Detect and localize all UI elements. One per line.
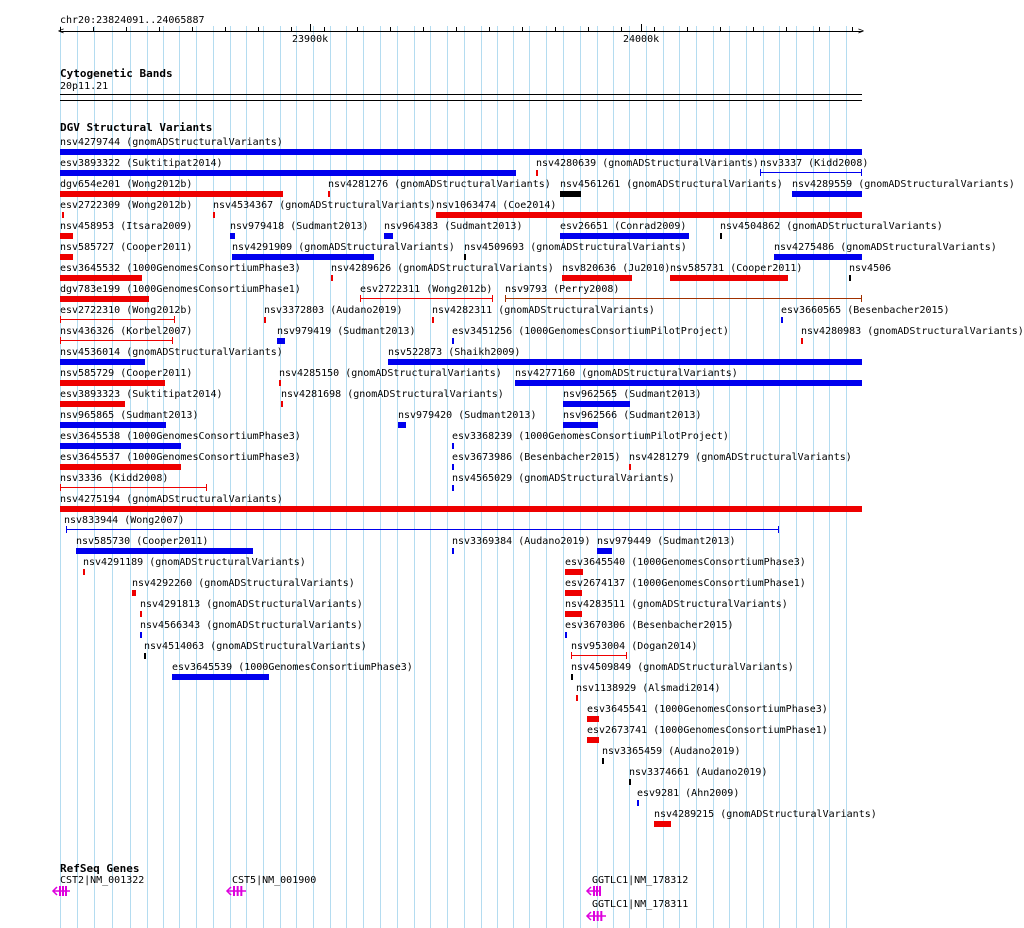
variant-feature[interactable]	[629, 779, 631, 785]
variant-feature[interactable]	[230, 233, 235, 239]
ruler-major-label: 23900k	[292, 34, 329, 45]
gene-exon	[593, 886, 595, 896]
grid-line	[230, 26, 231, 928]
variant-feature[interactable]	[571, 674, 573, 680]
variant-feature[interactable]	[565, 632, 567, 638]
variant-feature[interactable]	[279, 380, 281, 386]
coordinate-ruler[interactable]	[0, 0, 890, 45]
variant-feature[interactable]	[277, 338, 285, 344]
grid-line	[430, 26, 431, 928]
variant-label: nsv953004 (Dogan2014)	[571, 641, 698, 652]
variant-feature[interactable]	[560, 191, 581, 197]
grid-line	[380, 26, 381, 928]
variant-label: esv3645541 (1000GenomesConsortiumPhase3)	[587, 704, 828, 715]
variant-label: nsv4277160 (gnomADStructuralVariants)	[515, 368, 738, 379]
ruler-minor-tick	[786, 27, 787, 32]
variant-label: nsv962566 (Sudmant2013)	[563, 410, 702, 421]
variant-feature[interactable]	[432, 317, 434, 323]
variant-feature[interactable]	[60, 170, 516, 176]
variant-label: esv3673986 (Besenbacher2015)	[452, 452, 621, 463]
variant-label: nsv4289626 (gnomADStructuralVariants)	[331, 263, 554, 274]
variant-label: nsv4283511 (gnomADStructuralVariants)	[565, 599, 788, 610]
variant-label: esv3645537 (1000GenomesConsortiumPhase3)	[60, 452, 301, 463]
grid-line	[330, 26, 331, 928]
variant-feature[interactable]	[140, 611, 142, 617]
variant-feature[interactable]	[76, 548, 253, 554]
variant-feature-line[interactable]	[66, 529, 779, 530]
variant-label: nsv4506	[849, 263, 892, 274]
gene-exon	[237, 886, 239, 896]
ruler-minor-tick	[489, 27, 490, 32]
variant-label: nsv4509693 (gnomADStructuralVariants)	[464, 242, 687, 253]
ruler-minor-tick	[621, 27, 622, 32]
variant-feature[interactable]	[587, 737, 599, 743]
variant-label: nsv4291813 (gnomADStructuralVariants)	[140, 599, 363, 610]
variant-feature-line[interactable]	[505, 298, 862, 299]
variant-feature[interactable]	[452, 338, 454, 344]
variant-label: esv2722309 (Wong2012b)	[60, 200, 193, 211]
variant-end-tick	[174, 316, 175, 323]
ruler-minor-tick	[324, 27, 325, 32]
ruler-left-arrow-icon: <	[58, 26, 65, 37]
variant-feature-line[interactable]	[760, 172, 862, 173]
cytoband-track-title: Cytogenetic Bands	[60, 67, 173, 80]
variant-feature-line[interactable]	[60, 487, 207, 488]
dgv-track-title: DGV Structural Variants	[60, 121, 213, 134]
variant-end-tick	[778, 526, 779, 533]
variant-feature[interactable]	[774, 254, 862, 260]
variant-label: esv3451256 (1000GenomesConsortiumPilotProject)	[452, 326, 729, 337]
variant-label: nsv4279744 (gnomADStructuralVariants)	[60, 137, 283, 148]
variant-feature-line[interactable]	[360, 298, 493, 299]
variant-feature[interactable]	[452, 485, 454, 491]
variant-label: nsv4275194 (gnomADStructuralVariants)	[60, 494, 283, 505]
gene-label: GGTLC1|NM_178312	[592, 875, 689, 886]
variant-feature-line[interactable]	[60, 319, 175, 320]
variant-feature[interactable]	[849, 275, 851, 281]
variant-label: nsv964383 (Sudmant2013)	[384, 221, 523, 232]
variant-label: nsv458953 (Itsara2009)	[60, 221, 193, 232]
ruler-minor-tick	[753, 27, 754, 32]
ruler-minor-tick	[357, 27, 358, 32]
variant-feature[interactable]	[464, 254, 466, 260]
ruler-minor-tick	[192, 27, 193, 32]
variant-feature[interactable]	[452, 464, 454, 470]
ruler-major-tick	[641, 24, 642, 32]
variant-label: esv2673741 (1000GenomesConsortiumPhase1)	[587, 725, 828, 736]
variant-feature[interactable]	[637, 800, 639, 806]
variant-feature[interactable]	[232, 254, 374, 260]
variant-label: nsv965865 (Sudmant2013)	[60, 410, 199, 421]
variant-feature[interactable]	[140, 632, 142, 638]
variant-feature[interactable]	[60, 443, 181, 449]
variant-label: esv3645538 (1000GenomesConsortiumPhase3)	[60, 431, 301, 442]
gene-model-glyph	[586, 885, 603, 897]
variant-feature[interactable]	[60, 506, 862, 512]
variant-feature[interactable]	[264, 317, 266, 323]
variant-feature[interactable]	[60, 464, 181, 470]
variant-label: esv9281 (Ahn2009)	[637, 788, 740, 799]
variant-label: nsv436326 (Korbel2007)	[60, 326, 193, 337]
variant-label: nsv4280983 (gnomADStructuralVariants)	[801, 326, 1024, 337]
ruler-minor-tick	[819, 27, 820, 32]
variant-label: esv2722311 (Wong2012b)	[360, 284, 493, 295]
variant-label: nsv4281276 (gnomADStructuralVariants)	[328, 179, 551, 190]
variant-feature[interactable]	[83, 569, 85, 575]
variant-feature[interactable]	[213, 212, 215, 218]
variant-feature[interactable]	[452, 443, 454, 449]
cytoband-band[interactable]	[60, 94, 862, 95]
grid-line	[246, 26, 247, 928]
variant-feature[interactable]	[670, 275, 788, 281]
variant-feature[interactable]	[587, 716, 599, 722]
variant-end-tick	[505, 295, 506, 302]
variant-feature[interactable]	[562, 275, 632, 281]
gene-exon	[593, 911, 595, 921]
variant-label: nsv820636 (Ju2010)	[562, 263, 671, 274]
variant-label: nsv4534367 (gnomADStructuralVariants)	[213, 200, 436, 211]
variant-feature[interactable]	[60, 401, 125, 407]
ruler-minor-tick	[588, 27, 589, 32]
variant-feature[interactable]	[781, 317, 783, 323]
ruler-minor-tick	[654, 27, 655, 32]
variant-label: nsv585727 (Cooper2011)	[60, 242, 193, 253]
variant-feature[interactable]	[60, 191, 283, 197]
gene-exon	[233, 886, 235, 896]
variant-label: nsv4536014 (gnomADStructuralVariants)	[60, 347, 283, 358]
variant-feature[interactable]	[515, 380, 862, 386]
variant-feature[interactable]	[536, 170, 538, 176]
ruler-minor-tick	[423, 27, 424, 32]
variant-label: nsv585729 (Cooper2011)	[60, 368, 193, 379]
variant-feature[interactable]	[60, 275, 142, 281]
variant-label: nsv1063474 (Coe2014)	[436, 200, 557, 211]
variant-feature[interactable]	[629, 464, 631, 470]
variant-label: nsv3372803 (Audano2019)	[264, 305, 403, 316]
variant-end-tick	[172, 337, 173, 344]
variant-label: nsv4282311 (gnomADStructuralVariants)	[432, 305, 655, 316]
gene-exon	[597, 911, 599, 921]
variant-label: nsv3337 (Kidd2008)	[760, 158, 869, 169]
variant-label: nsv962565 (Sudmant2013)	[563, 389, 702, 400]
variant-feature[interactable]	[384, 233, 393, 239]
variant-feature[interactable]	[398, 422, 406, 428]
variant-feature[interactable]	[654, 821, 671, 827]
variant-feature[interactable]	[60, 149, 862, 155]
variant-feature[interactable]	[563, 401, 630, 407]
variant-feature[interactable]	[60, 380, 165, 386]
ruler-line	[60, 31, 862, 32]
variant-feature[interactable]	[436, 212, 862, 218]
variant-label: nsv4291189 (gnomADStructuralVariants)	[83, 557, 306, 568]
variant-label: nsv585730 (Cooper2011)	[76, 536, 209, 547]
variant-feature[interactable]	[62, 212, 64, 218]
variant-label: nsv4291909 (gnomADStructuralVariants)	[232, 242, 455, 253]
variant-label: nsv4292260 (gnomADStructuralVariants)	[132, 578, 355, 589]
variant-end-tick	[571, 652, 572, 659]
ruler-minor-tick	[126, 27, 127, 32]
variant-label: nsv833944 (Wong2007)	[64, 515, 185, 526]
variant-end-tick	[206, 484, 207, 491]
variant-feature-line[interactable]	[60, 340, 173, 341]
gene-exon	[240, 886, 242, 896]
gene-exon	[59, 886, 61, 896]
variant-feature[interactable]	[60, 422, 166, 428]
gene-exon	[600, 911, 602, 921]
gene-label: CST5|NM_001900	[232, 875, 317, 886]
variant-end-tick	[760, 169, 761, 176]
variant-feature[interactable]	[720, 233, 722, 239]
variant-label: esv3368239 (1000GenomesConsortiumPilotProject)	[452, 431, 729, 442]
ruler-minor-tick	[258, 27, 259, 32]
variant-label: nsv3369384 (Audano2019)	[452, 536, 591, 547]
gene-exon	[65, 886, 67, 896]
variant-feature[interactable]	[388, 359, 862, 365]
variant-label: esv2674137 (1000GenomesConsortiumPhase1)	[565, 578, 806, 589]
ruler-minor-tick	[93, 27, 94, 32]
grid-line	[280, 26, 281, 928]
variant-feature[interactable]	[281, 401, 283, 407]
ruler-minor-tick	[456, 27, 457, 32]
gene-label: GGTLC1|NM_178311	[592, 899, 689, 910]
variant-feature[interactable]	[60, 233, 73, 239]
gene-model[interactable]	[52, 885, 72, 897]
variant-feature[interactable]	[563, 422, 598, 428]
variant-label: nsv979420 (Sudmant2013)	[398, 410, 537, 421]
grid-line	[397, 26, 398, 928]
grid-line	[363, 26, 364, 928]
variant-label: nsv4289215 (gnomADStructuralVariants)	[654, 809, 877, 820]
variant-feature[interactable]	[331, 275, 333, 281]
variant-label: dgv654e201 (Wong2012b)	[60, 179, 193, 190]
ruler-major-label: 24000k	[623, 34, 660, 45]
variant-end-tick	[360, 295, 361, 302]
gene-model[interactable]	[586, 885, 603, 897]
variant-end-tick	[60, 484, 61, 491]
variant-end-tick	[66, 526, 67, 533]
variant-feature[interactable]	[60, 254, 73, 260]
gene-label: CST2|NM_001322	[60, 875, 145, 886]
variant-label: esv26651 (Conrad2009)	[560, 221, 687, 232]
variant-feature[interactable]	[560, 233, 689, 239]
variant-label: esv3645532 (1000GenomesConsortiumPhase3)	[60, 263, 301, 274]
variant-label: nsv522873 (Shaikh2009)	[388, 347, 521, 358]
variant-feature[interactable]	[452, 548, 454, 554]
variant-label: nsv4280639 (gnomADStructuralVariants)	[536, 158, 759, 169]
variant-feature-line[interactable]	[571, 655, 627, 656]
variant-label: nsv4281279 (gnomADStructuralVariants)	[629, 452, 852, 463]
variant-label: nsv4289559 (gnomADStructuralVariants)	[792, 179, 1015, 190]
ruler-minor-tick	[555, 27, 556, 32]
variant-label: nsv585731 (Cooper2011)	[670, 263, 803, 274]
ruler-minor-tick	[159, 27, 160, 32]
variant-label: nsv979449 (Sudmant2013)	[597, 536, 736, 547]
variant-label: esv3893323 (Suktitipat2014)	[60, 389, 223, 400]
variant-feature[interactable]	[132, 590, 136, 596]
ruler-right-arrow-icon: >	[858, 26, 865, 37]
ruler-minor-tick	[225, 27, 226, 32]
variant-end-tick	[626, 652, 627, 659]
variant-label: esv3893322 (Suktitipat2014)	[60, 158, 223, 169]
gene-model-glyph	[52, 885, 72, 897]
gene-model-glyph	[586, 910, 608, 922]
variant-label: esv2722310 (Wong2012b)	[60, 305, 193, 316]
variant-label: nsv3365459 (Audano2019)	[602, 746, 741, 757]
variant-feature[interactable]	[565, 569, 583, 575]
gene-exon	[62, 886, 64, 896]
variant-label: nsv4281698 (gnomADStructuralVariants)	[281, 389, 504, 400]
ruler-minor-tick	[390, 27, 391, 32]
variant-feature[interactable]	[792, 191, 862, 197]
variant-label: dgv783e199 (1000GenomesConsortiumPhase1)	[60, 284, 301, 295]
variant-feature[interactable]	[328, 191, 330, 197]
ruler-minor-tick	[720, 27, 721, 32]
location-label: chr20:23824091..24065887	[60, 15, 205, 26]
variant-feature[interactable]	[597, 548, 612, 554]
grid-line	[296, 26, 297, 928]
variant-end-tick	[60, 316, 61, 323]
refseq-track-title: RefSeq Genes	[60, 862, 140, 875]
variant-label: nsv4275486 (gnomADStructuralVariants)	[774, 242, 997, 253]
variant-label: esv3645539 (1000GenomesConsortiumPhase3)	[172, 662, 413, 673]
grid-line	[346, 26, 347, 928]
variant-label: esv3660565 (Besenbacher2015)	[781, 305, 950, 316]
grid-line	[263, 26, 264, 928]
grid-line	[447, 26, 448, 928]
ruler-major-tick	[310, 24, 311, 32]
variant-label: nsv4504862 (gnomADStructuralVariants)	[720, 221, 943, 232]
variant-label: nsv4509849 (gnomADStructuralVariants)	[571, 662, 794, 673]
variant-end-tick	[861, 295, 862, 302]
variant-label: nsv3336 (Kidd2008)	[60, 473, 169, 484]
variant-end-tick	[492, 295, 493, 302]
variant-label: nsv4285150 (gnomADStructuralVariants)	[279, 368, 502, 379]
variant-end-tick	[861, 169, 862, 176]
variant-label: nsv9793 (Perry2008)	[505, 284, 620, 295]
variant-label: nsv979419 (Sudmant2013)	[277, 326, 416, 337]
variant-label: nsv4565029 (gnomADStructuralVariants)	[452, 473, 675, 484]
gene-exon	[596, 886, 598, 896]
variant-feature[interactable]	[565, 590, 582, 596]
cytoband-band-lower	[60, 100, 862, 101]
variant-label: esv3670306 (Besenbacher2015)	[565, 620, 734, 631]
variant-label: esv3645540 (1000GenomesConsortiumPhase3)	[565, 557, 806, 568]
ruler-minor-tick	[852, 27, 853, 32]
variant-label: nsv4561261 (gnomADStructuralVariants)	[560, 179, 783, 190]
variant-feature[interactable]	[801, 338, 803, 344]
ruler-minor-tick	[291, 27, 292, 32]
variant-label: nsv3374661 (Audano2019)	[629, 767, 768, 778]
variant-feature[interactable]	[60, 296, 149, 302]
variant-label: nsv4566343 (gnomADStructuralVariants)	[140, 620, 363, 631]
grid-line	[414, 26, 415, 928]
gene-exon	[599, 886, 601, 896]
gene-model[interactable]	[226, 885, 248, 897]
gene-model-glyph	[226, 885, 248, 897]
variant-feature[interactable]	[60, 359, 145, 365]
grid-line	[313, 26, 314, 928]
variant-feature[interactable]	[576, 695, 578, 701]
variant-end-tick	[60, 337, 61, 344]
variant-label: nsv979418 (Sudmant2013)	[230, 221, 369, 232]
variant-label: nsv4514063 (gnomADStructuralVariants)	[144, 641, 367, 652]
ruler-minor-tick	[687, 27, 688, 32]
variant-feature[interactable]	[144, 653, 146, 659]
cytoband-label: 20p11.21	[60, 81, 109, 92]
ruler-minor-tick	[522, 27, 523, 32]
variant-feature[interactable]	[565, 611, 582, 617]
variant-feature[interactable]	[602, 758, 604, 764]
gene-model[interactable]	[586, 910, 608, 922]
variant-label: nsv1138929 (Alsmadi2014)	[576, 683, 721, 694]
variant-feature[interactable]	[172, 674, 269, 680]
